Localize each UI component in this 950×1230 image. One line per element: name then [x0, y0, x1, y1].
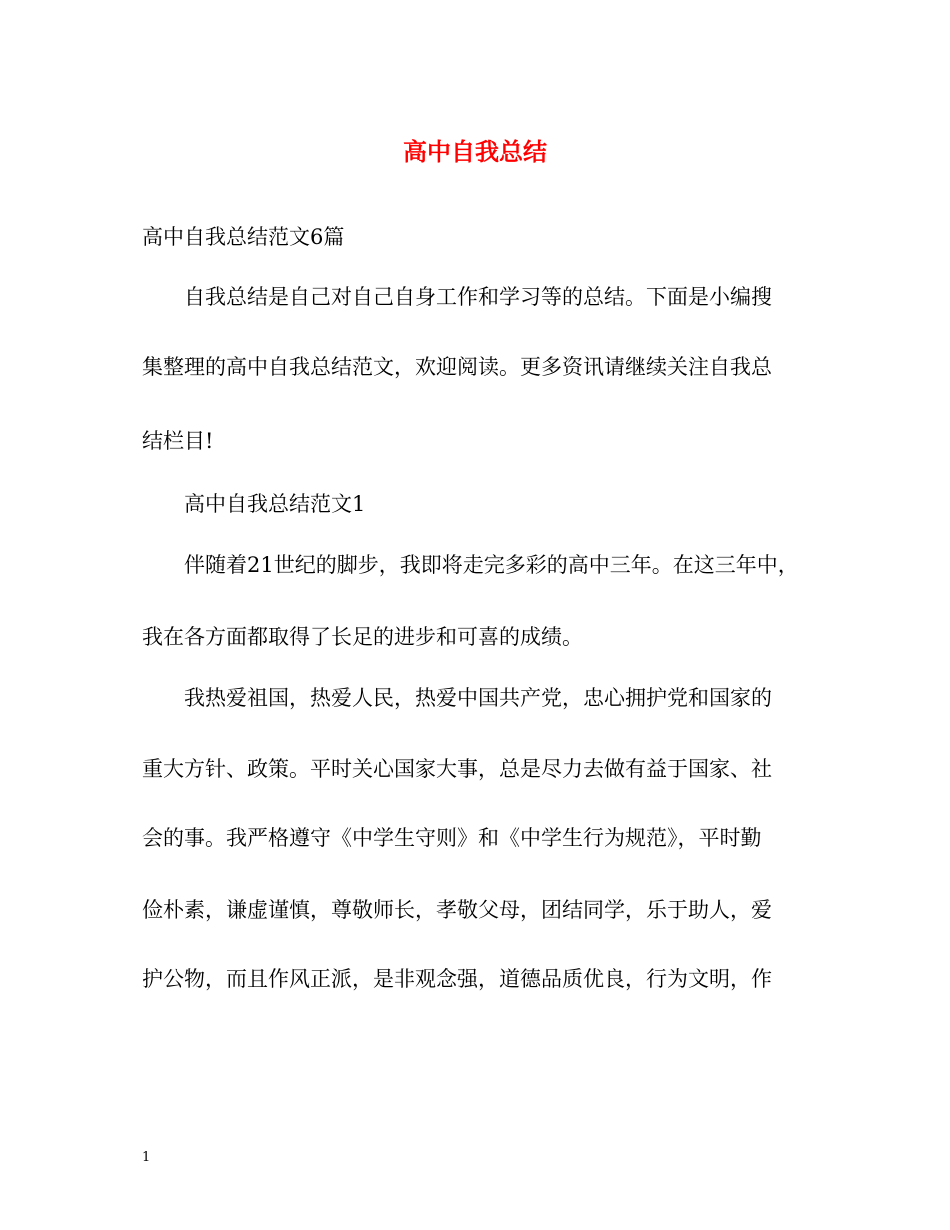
paragraph-line: 俭朴素，谦虚谨慎，尊敬师长，孝敬父母，团结同学，乐于助人，爱 — [142, 898, 772, 922]
paragraph-line: 集整理的高中自我总结范文，欢迎阅读。更多资讯请继续关注自我总 — [142, 355, 772, 379]
paragraph-line: 结栏目! — [142, 429, 214, 453]
paragraph-line: 伴随着21世纪的脚步，我即将走完多彩的高中三年。在这三年中， — [184, 553, 799, 577]
section-heading: 高中自我总结范文1 — [184, 492, 366, 516]
paragraph-line: 护公物，而且作风正派，是非观念强，道德品质优良，行为文明，作 — [142, 967, 772, 991]
paragraph-line: 我在各方面都取得了长足的进步和可喜的成绩。 — [142, 625, 583, 649]
paragraph-line: 自我总结是自己对自己自身工作和学习等的总结。下面是小编搜 — [184, 285, 772, 309]
paragraph-line: 我热爱祖国，热爱人民，热爱中国共产党，忠心拥护党和国家的 — [184, 686, 772, 710]
paragraph-line: 重大方针、政策。平时关心国家大事，总是尽力去做有益于国家、社 — [142, 757, 772, 781]
subtitle-line: 高中自我总结范文6篇 — [142, 225, 345, 249]
page-number: 1 — [142, 1150, 151, 1165]
paragraph-line: 会的事。我严格遵守《中学生守则》和《中学生行为规范》，平时勤 — [142, 826, 762, 850]
document-title: 高中自我总结 — [403, 137, 547, 166]
